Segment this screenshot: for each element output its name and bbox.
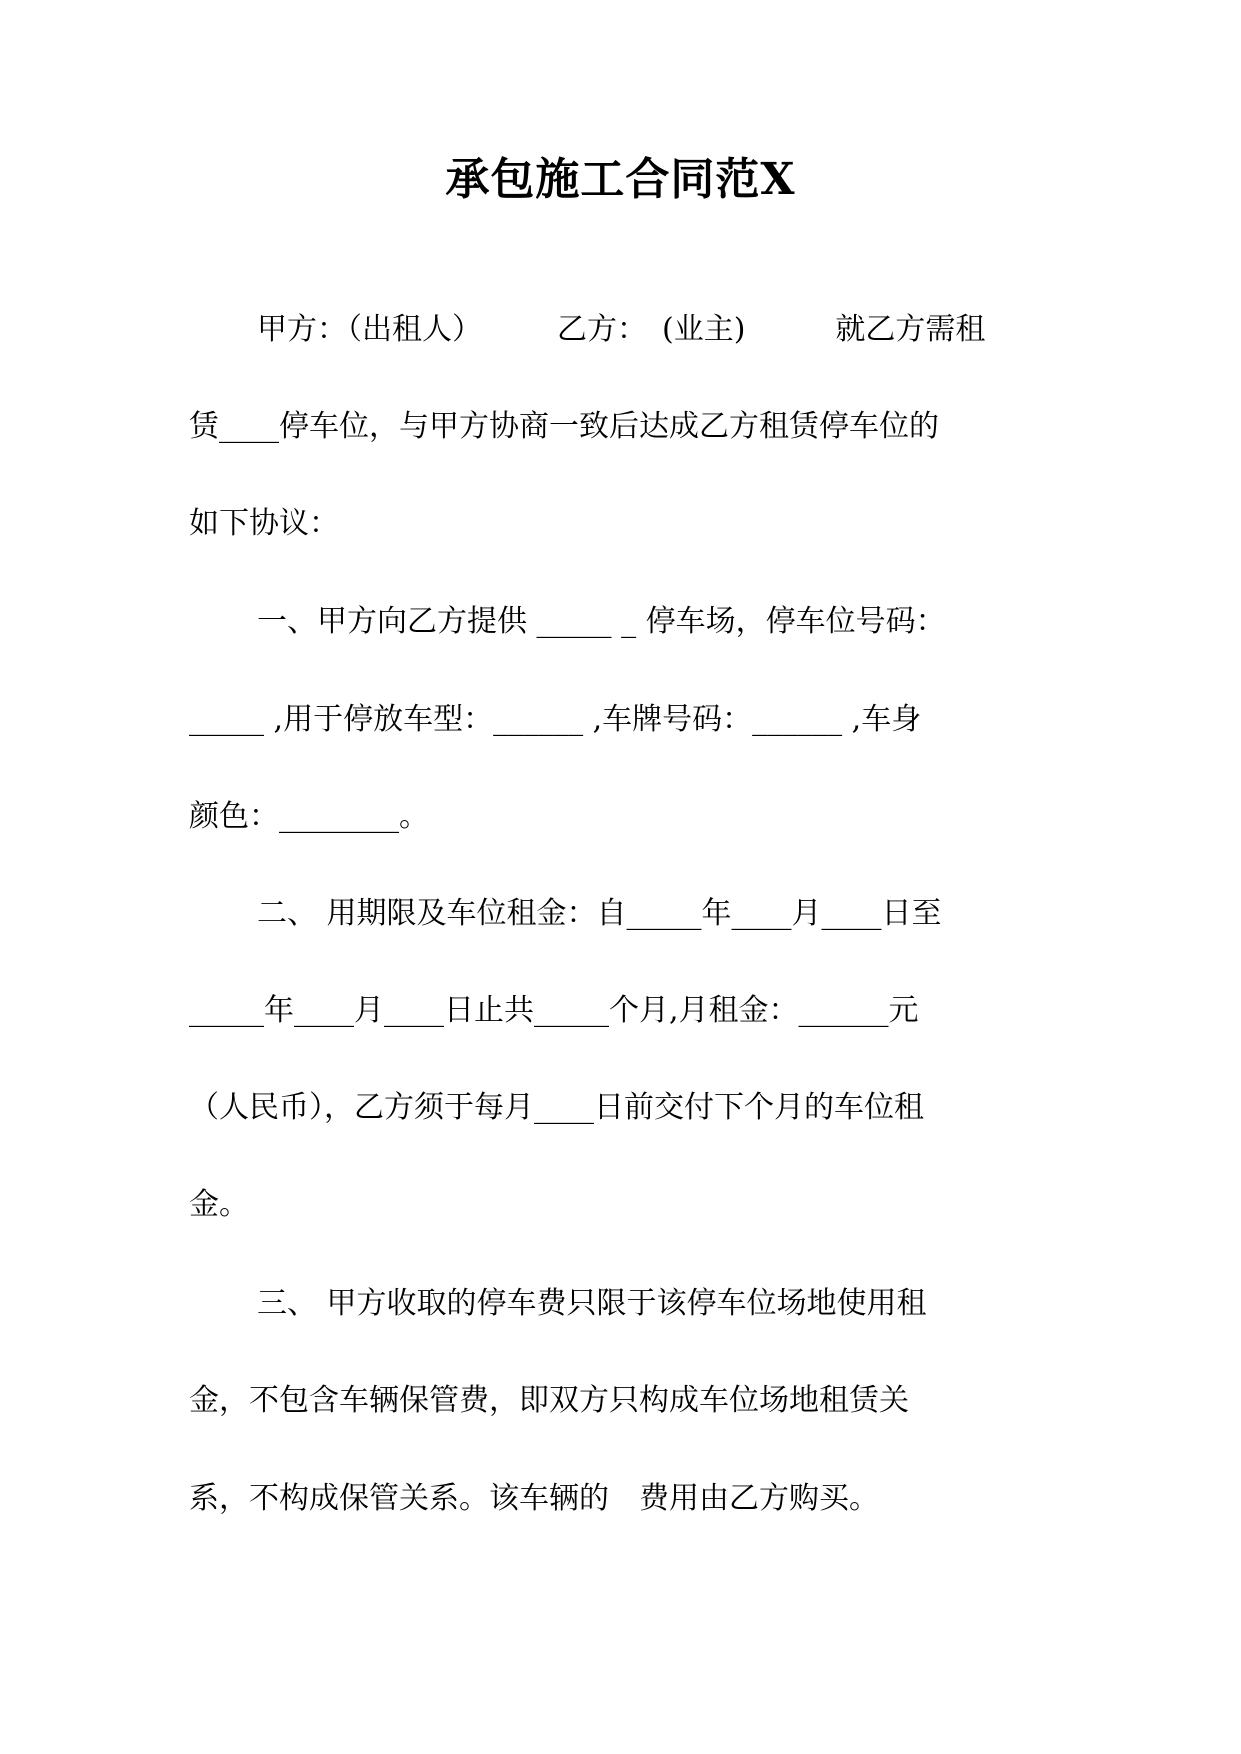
paragraph-line-2: 赁____停车位，与甲方协商一致后达成乙方租赁停车位的 <box>189 409 939 444</box>
clause-2-line-1: 二、 用期限及车位租金：自_____年____月____日至 <box>257 896 942 931</box>
paragraph-line-1: 甲方：（出租人） 乙方： (业主) 就乙方需租 <box>257 312 986 347</box>
clause-1-line-3: 颜色：________。 <box>189 799 429 834</box>
clause-3-line-3: 系，不构成保管关系。该车辆的 费用由乙方购买。 <box>189 1481 879 1516</box>
clause-2-line-3: （人民币），乙方须于每月____日前交付下个月的车位租 <box>189 1090 924 1125</box>
clause-1-line-1: 一、甲方向乙方提供 _____ _ 停车场，停车位号码： <box>257 604 946 639</box>
clause-2-line-2: _____年____月____日止共_____个月,月租金：______元 <box>189 993 919 1028</box>
clause-1-line-2: _____ ,用于停放车型：______ ,车牌号码：______ ,车身 <box>189 702 922 737</box>
clause-3-line-1: 三、 甲方收取的停车费只限于该停车位场地使用租 <box>257 1286 927 1321</box>
document-title: 承包施工合同范X <box>445 154 796 205</box>
clause-2-line-4: 金。 <box>189 1187 249 1222</box>
paragraph-line-3: 如下协议： <box>189 506 339 541</box>
clause-3-line-2: 金，不包含车辆保管费，即双方只构成车位场地租赁关 <box>189 1383 909 1418</box>
